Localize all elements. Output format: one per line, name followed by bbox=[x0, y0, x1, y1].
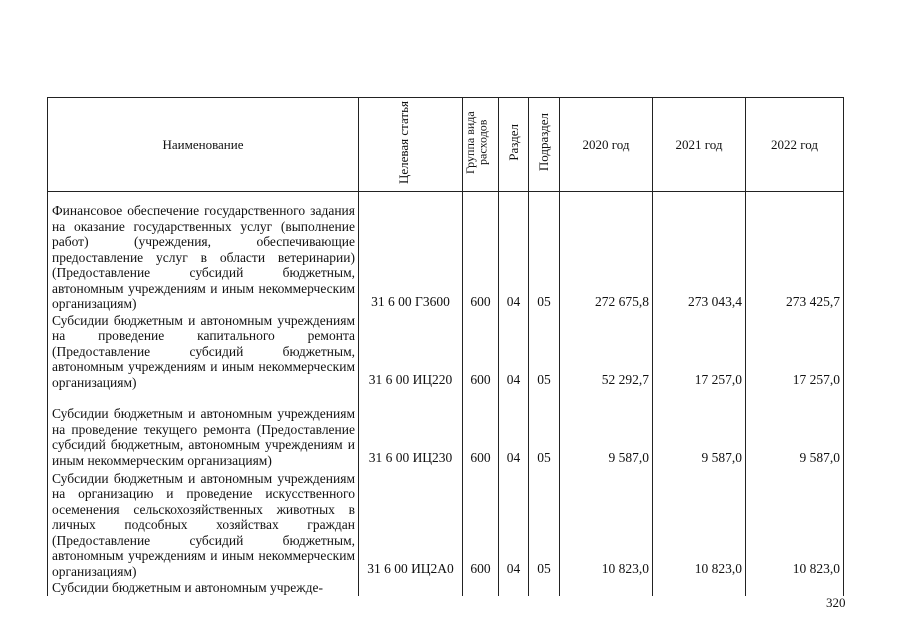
header-2021: 2021 год bbox=[653, 98, 746, 192]
header-group-label: Группа вида расходов bbox=[462, 111, 490, 174]
row-2022: 9 587,0 bbox=[746, 390, 844, 468]
row-group: 600 bbox=[463, 312, 499, 391]
row-section: 04 bbox=[499, 312, 529, 391]
header-2020: 2020 год bbox=[560, 98, 653, 192]
row-2020: 9 587,0 bbox=[560, 390, 653, 468]
header-target-label: Целевая статья bbox=[395, 100, 411, 184]
row-group: 600 bbox=[463, 192, 499, 312]
header-section bbox=[499, 98, 529, 192]
row-group: 600 bbox=[463, 390, 499, 468]
row-2022: 273 425,7 bbox=[746, 192, 844, 312]
table-row bbox=[48, 579, 844, 596]
row-section: 04 bbox=[499, 390, 529, 468]
row-section: 04 bbox=[499, 192, 529, 312]
row-2021: 17 257,0 bbox=[653, 312, 746, 391]
table-row bbox=[48, 468, 844, 579]
row-name: Субсидии бюджетным и автономным учреждениям на организацию и проведение искусственного осеменения сельскохозяйственных животных в личных подсобных хозяйствах граждан (Предоставление субсидий бюджетным, автономным учреждениям и иным некоммерческим организациям) bbox=[48, 468, 359, 579]
row-2021: 273 043,4 bbox=[653, 192, 746, 312]
row-2020: 52 292,7 bbox=[560, 312, 653, 391]
row-2022 bbox=[746, 579, 844, 596]
row-2021 bbox=[653, 579, 746, 596]
row-subsection: 05 bbox=[529, 312, 560, 391]
row-group: 600 bbox=[463, 468, 499, 579]
row-code: 31 6 00 Г3600 bbox=[359, 192, 463, 312]
row-code: 31 6 00 ИЦ2А0 bbox=[359, 468, 463, 579]
header-subsection bbox=[529, 98, 560, 192]
row-2021: 9 587,0 bbox=[653, 390, 746, 468]
row-code bbox=[359, 579, 463, 596]
row-subsection: 05 bbox=[529, 192, 560, 312]
table-row bbox=[48, 192, 844, 312]
table-row bbox=[48, 390, 844, 468]
row-2022: 17 257,0 bbox=[746, 312, 844, 391]
row-subsection: 05 bbox=[529, 468, 560, 579]
row-2020: 272 675,8 bbox=[560, 192, 653, 312]
row-2020: 10 823,0 bbox=[560, 468, 653, 579]
row-name: Субсидии бюджетным и автономным учрежде- bbox=[48, 579, 359, 596]
header-2022: 2022 год bbox=[746, 98, 844, 192]
row-section bbox=[499, 579, 529, 596]
header-section-label: Раздел bbox=[505, 124, 521, 161]
row-group bbox=[463, 579, 499, 596]
budget-table bbox=[47, 97, 844, 596]
row-name: Финансовое обеспечение государственного задания на оказание государственных услуг (выполнение работ) (учреждения, обеспечивающие предоставление услуг в области ветеринарии) (Предоставление субсидий бюджетным, автономным учреждениям и иным некоммерческим организациям) bbox=[48, 192, 359, 312]
header-group bbox=[463, 98, 499, 192]
row-name: Субсидии бюджетным и автономным учреждениям на проведение капитального ремонта (Предоставление субсидий бюджетным, автономным учреждениям и иным некоммерческим организациям) bbox=[48, 312, 359, 391]
header-subsection-label: Подраздел bbox=[536, 113, 552, 172]
row-subsection: 05 bbox=[529, 390, 560, 468]
row-subsection bbox=[529, 579, 560, 596]
header-row bbox=[48, 98, 844, 192]
row-name: Субсидии бюджетным и автономным учреждениям на проведение текущего ремонта (Предоставление субсидий бюджетным, автономным учреждениям и иным некоммерческим организациям) bbox=[48, 390, 359, 468]
row-2021: 10 823,0 bbox=[653, 468, 746, 579]
row-2022: 10 823,0 bbox=[746, 468, 844, 579]
table-row bbox=[48, 312, 844, 391]
page-number: 320 bbox=[826, 595, 846, 610]
row-code: 31 6 00 ИЦ230 bbox=[359, 390, 463, 468]
row-section: 04 bbox=[499, 468, 529, 579]
header-name: Наименование bbox=[48, 98, 359, 192]
header-target bbox=[359, 98, 463, 192]
row-2020 bbox=[560, 579, 653, 596]
row-code: 31 6 00 ИЦ220 bbox=[359, 312, 463, 391]
